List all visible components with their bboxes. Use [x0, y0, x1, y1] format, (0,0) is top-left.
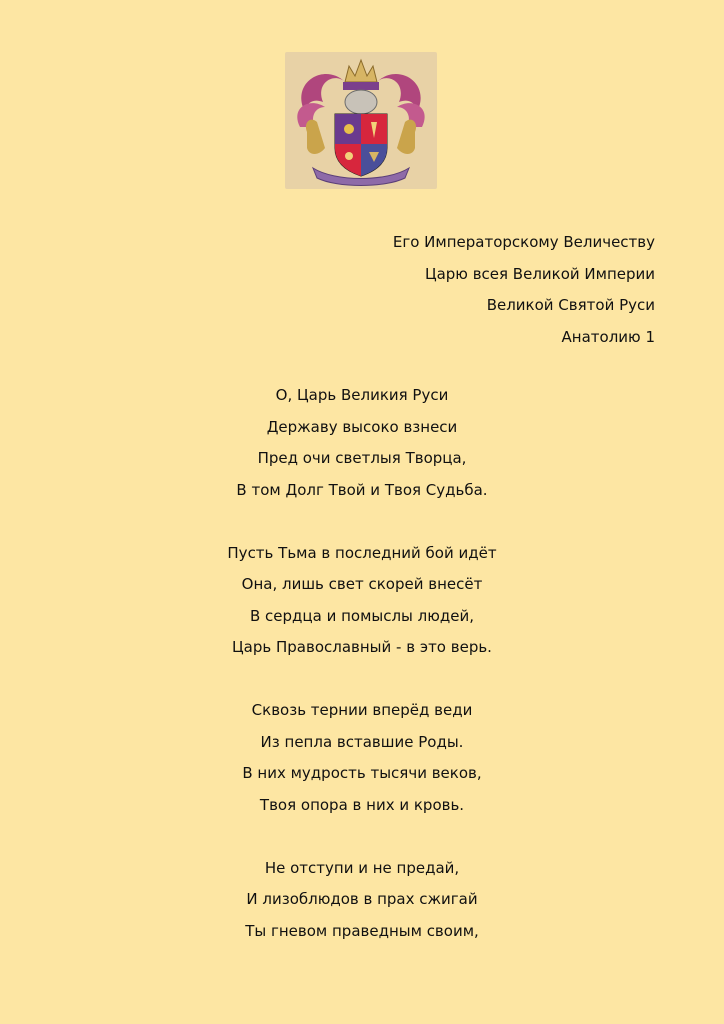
dedication-line: Его Императорскому Величеству — [392, 233, 655, 251]
poem-line: Ты гневом праведным своим, — [245, 921, 479, 940]
poem-line: О, Царь Великия Руси — [275, 386, 449, 404]
stanza — [130, 380, 594, 506]
poem-line: Державу высоко взнеси — [266, 417, 458, 436]
poem-line: Сквозь тернии вперёд веди — [251, 701, 473, 719]
coat-of-arms-icon — [285, 52, 437, 189]
stanza — [130, 538, 594, 664]
poem-line: И лизоблюдов в прах сжигай — [246, 890, 478, 908]
dedication-line: Царю всея Великой Империи — [424, 264, 655, 283]
poem-line: В них мудрость тысячи веков, — [242, 764, 482, 782]
poem — [130, 380, 594, 979]
dedication-line: Великой Святой Руси — [486, 296, 655, 314]
poem-line: Пусть Тьма в последний бой идёт — [227, 543, 497, 562]
poem-line: Не отступи и не предай, — [264, 858, 460, 877]
poem-line: В том Долг Твой и Твоя Судьба. — [236, 480, 488, 499]
poem-line: Царь Православный - в это верь. — [232, 638, 492, 656]
poem-line: Пред очи светлыя Творца, — [257, 449, 467, 467]
poem-line: Она, лишь свет скорей внесёт — [241, 575, 483, 593]
stanza — [130, 853, 594, 948]
poem-line: В сердца и помыслы людей, — [249, 606, 475, 625]
stanza — [130, 695, 594, 821]
dedication — [300, 227, 655, 353]
poem-line: Из пепла вставшие Роды. — [260, 732, 464, 751]
poem-line: Твоя опора в них и кровь. — [259, 795, 465, 814]
dedication-line: Анатолию 1 — [561, 327, 655, 346]
